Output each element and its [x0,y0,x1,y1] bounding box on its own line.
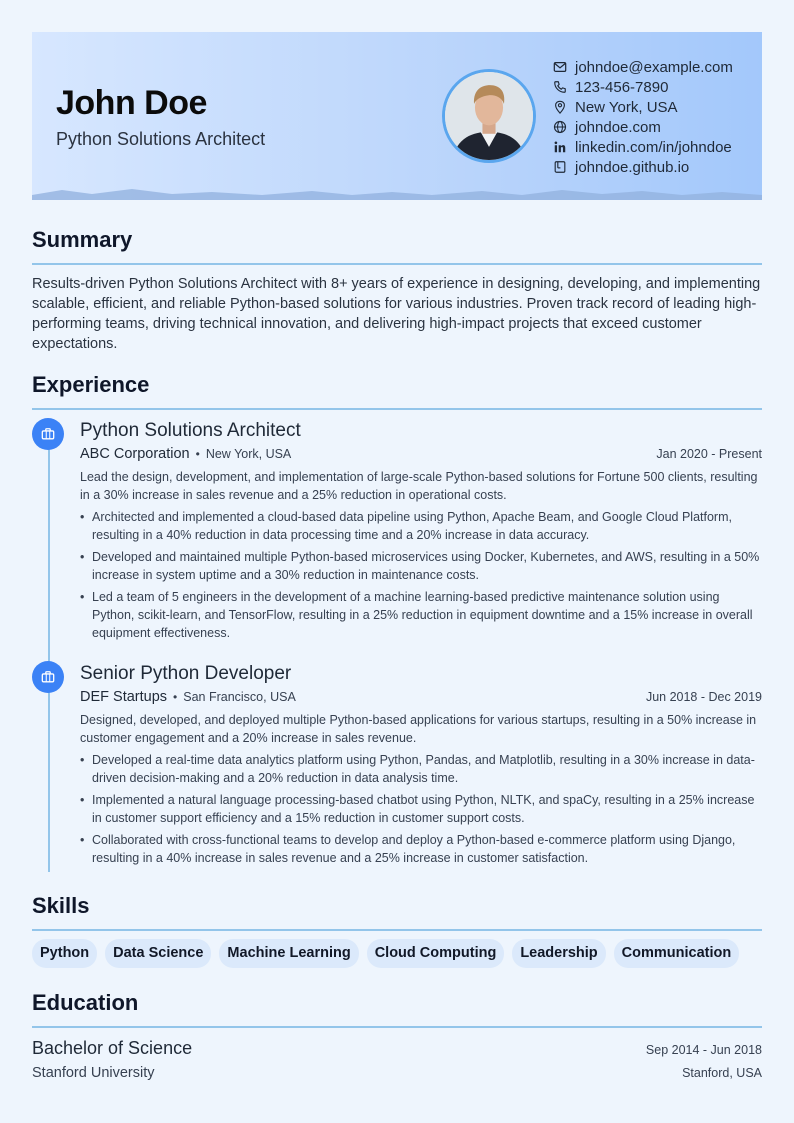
education-entry [32,1038,762,1081]
contact-email-text: johndoe@example.com [575,58,733,76]
education-dates: Sep 2014 - Jun 2018 [645,1043,762,1057]
achievement-item: • Implemented a natural language processing-based chatbot using Python, NLTK, and spaCy, resulting in a 25% increase in customer support efficiency and a 15% reduction in customer support costs. [80,791,762,827]
achievement-item: • Collaborated with cross-functional teams to develop and deploy a Python-based e-commerce platform using Django, resulting in a 40% increase in sales revenue and a 25% increase in customer satisfaction. [80,831,762,867]
job-description: Designed, developed, and deployed multiple Python-based applications for various startups, resulting in a 50% increase in customer engagement and a 20% increase in sales revenue. [80,713,757,745]
skill-tag: Machine Learning [219,939,358,968]
summary-text: Results-driven Python Solutions Architect with 8+ years of experience in designing, developing, and implementing scalable, efficient, and reliable Python-based solutions for various industries. Proven track record of leading high-performing teams, driving technical innovation, and delivering high-impact projects that exceed customer expectations. [32,276,761,352]
contact-email[interactable] [552,57,733,77]
briefcase-icon [41,670,55,684]
education-row-secondary [32,1065,762,1081]
achievement-item: • Developed a real-time data analytics platform using Python, Pandas, and Matplotlib, resulting in a 30% increase in data-driven decision-making and a 20% reduction in data analysis time. [80,751,762,787]
experience-divider [32,408,762,410]
job-company: DEF Startups [80,689,168,705]
skill-tag: Communication [614,939,740,968]
job-company: ABC Corporation [80,446,190,462]
skills-heading: Skills [32,893,90,918]
summary-divider [32,263,762,265]
contact-github[interactable] [552,157,733,177]
achievement-item: • Developed and maintained multiple Python-based microservices using Docker, Kubernetes, and AWS, resulting in a 50% increase in system uptime and a 30% reduction in maintenance costs. [80,548,762,584]
job-location: New York, USA [205,447,292,461]
contact-location [552,97,733,117]
job-entry [80,420,762,646]
job-dates: Jun 2018 - Dec 2019 [645,690,762,704]
job-title: Python Solutions Architect [80,420,301,441]
job-company-line [80,446,291,462]
location-icon [552,99,568,115]
skill-tag: Data Science [105,939,211,968]
job-dates: Jan 2020 - Present [656,447,762,461]
skill-tag: Cloud Computing [367,939,505,968]
separator-dot: • [173,690,178,704]
job-title: Senior Python Developer [80,663,292,684]
job-marker-1 [32,418,64,450]
resume-header [32,32,762,200]
person-portrait-icon [445,72,533,160]
skills-list [32,939,739,968]
profile-photo [442,69,536,163]
experience-heading: Experience [32,372,150,397]
job-company-line [80,689,296,705]
education-divider [32,1026,762,1028]
globe-icon [552,119,568,135]
job-meta [80,446,762,468]
contact-linkedin[interactable] [552,137,733,157]
education-row-primary [32,1038,762,1059]
linkedin-icon [552,139,568,155]
candidate-title: Python Solutions Architect [56,129,266,149]
job-meta [80,689,762,711]
contact-linkedin-text: linkedin.com/in/johndoe [575,138,732,156]
candidate-name: John Doe [56,84,207,122]
job-description: Lead the design, development, and implementation of large-scale Python-based solutions for Fortune 500 clients, resulting in a 30% increase in sales revenue and a 25% reduction in operational costs. [80,470,758,502]
job-achievements [80,508,762,642]
job-achievements [80,751,762,867]
education-location: Stanford, USA [682,1066,762,1080]
contact-list [552,57,733,177]
education-heading: Education [32,990,139,1015]
skills-divider [32,929,762,931]
separator-dot: • [195,447,200,461]
github-icon [552,159,568,175]
summary-heading: Summary [32,227,133,252]
degree: Bachelor of Science [32,1038,193,1058]
skill-tag: Python [32,939,97,968]
contact-phone-text: 123-456-7890 [575,78,669,96]
briefcase-icon [41,427,55,441]
job-marker-2 [32,661,64,693]
contact-phone[interactable] [552,77,733,97]
achievement-item: • Led a team of 5 engineers in the development of a machine learning-based predictive maintenance solution using Python, scikit-learn, and TensorFlow, resulting in a 25% reduction in equipment downtime and a 15% increase in overall equipment effectiveness. [80,588,762,642]
skill-tag: Leadership [512,939,605,968]
job-location: San Francisco, USA [183,690,296,704]
mail-icon [552,59,568,75]
job-entry [80,663,762,871]
phone-icon [552,79,568,95]
experience-timeline [48,432,50,872]
header-wave-decoration [32,184,762,200]
achievement-item: • Architected and implemented a cloud-based data pipeline using Python, Apache Beam, and Google Cloud Platform, resulting in a 40% reduction in data processing time and a 20% increase in data accuracy. [80,508,762,544]
contact-website[interactable] [552,117,733,137]
school: Stanford University [32,1065,155,1081]
contact-location-text: New York, USA [575,98,678,116]
contact-website-text: johndoe.com [575,118,661,136]
contact-github-text: johndoe.github.io [575,158,690,176]
